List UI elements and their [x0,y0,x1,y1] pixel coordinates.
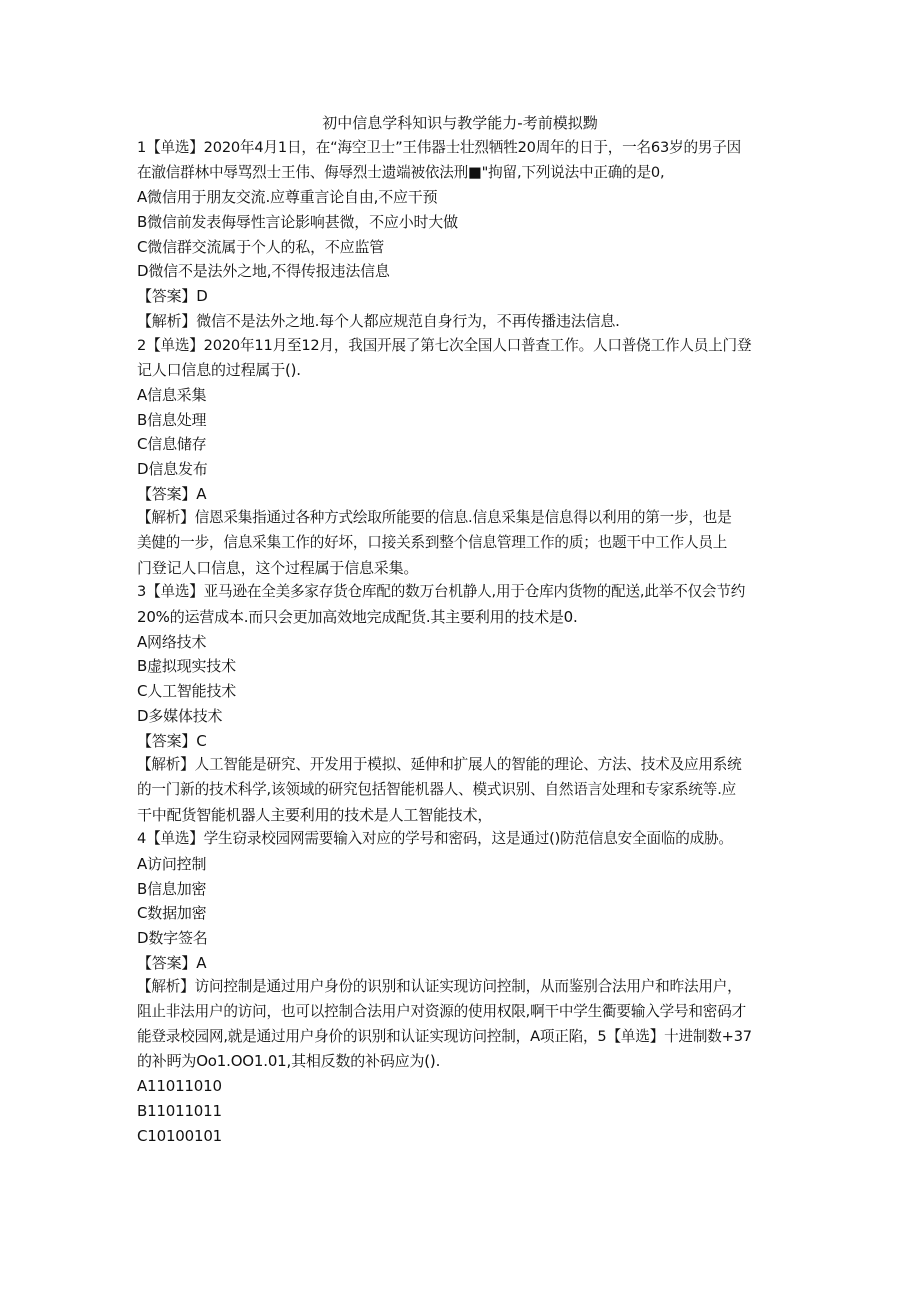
option-d: D多媒体技术 [137,706,223,725]
analysis-line: 【解析】人工智能是研究、开发用于模拟、延伸和扩展人的智能的理论、方法、技术及应用系统 [137,756,742,774]
option-b: B信息加密 [137,879,207,898]
option-d: D数字签名 [137,929,208,947]
option-d: D微信不是法外之地,不得传报违法信息 [137,262,390,281]
question-3-stem-line-1: 3【单选】亚马逊在全美多家存货仓库配的数万台机静人,用于仓库内货物的配送,此举不仅会节约 [137,583,746,601]
analysis-line: 【解析】访问控制是通过用户身份的识别和认证实现访问控制，从而鉴别合法用户和昨法用户， [137,978,742,996]
answer-line: 【答案】A [137,953,207,972]
analysis-line: 干中配货智能机器人主要利用的技术是人工智能技术， [137,805,493,824]
answer-line: 【答案】A [137,484,207,503]
option-c: C人工智能技术 [137,682,237,701]
answer-line: 【答案】D [137,287,208,306]
analysis-line: 能登录校园网,就是通过用户身价的识别和认证实现访问控制，A项正陷，5【单选】十进制数+37 [137,1027,752,1045]
answer-line: 【答案】C [137,731,207,750]
option-a: A微信用于朋友交流.应尊重言论自由,不应干预 [137,188,438,207]
option-a: A访问控制 [137,854,207,873]
option-d: D信息发布 [137,459,208,478]
document-body [137,136,787,1148]
option-b: B虚拟现实技术 [137,657,236,676]
option-c: C微信群交流属于个人的私，不应监管 [137,237,385,256]
question-2-stem-line-1: 2【单选】2020年11月至12月，我国开展了第七次全国人口普查工作。人口普侥工作人员上门登 [137,336,752,354]
analysis-line: 【解析】信恩采集指通过各种方式绘取所能要的信息.信息采集是信息得以利用的第一步，也是 [137,509,732,527]
option-a: A网络技术 [137,632,207,651]
analysis-line: 的一门新的技术科学,该领域的研究包括智能机器人、模式识别、自然语言处理和专家系统等.应 [137,780,737,798]
question-2-stem-line-2: 记人口信息的过程属于(). [137,361,301,380]
option-a: A信息采集 [137,385,207,404]
analysis-line: 【解析】微信不是法外之地.每个人都应规范自身行为，不再传播违法信息. [137,311,620,330]
page-title: 初中信息学科知识与教学能力-考前模拟黝 [322,114,598,132]
question-1-stem-line-2: 在澈信群林中辱骂烈士王伟、侮辱烈士遗端被依法刑■"拘留,下列说法中正确的是0, [137,163,665,181]
option-b: B信息处理 [137,410,207,429]
option-c: C信息储存 [137,435,207,454]
option-b: B微信前发表侮辱性言论影响甚微，不应小时大做 [137,213,458,232]
question-1-stem-line-1: 1【单选】2020年4月1日，在“海空卫士”王伟器士壮烈牺牲20周年的日于，一名63岁的男子因 [137,139,742,156]
option-a: A11011010 [137,1077,222,1096]
question-3-stem-line-2: 20%的运营成本.而只会更加高效地完成配货.其主要利用的技术是0. [137,608,578,627]
option-c: C10100101 [137,1126,223,1145]
option-c: C数据加密 [137,904,207,923]
question-4-stem: 4【单选】学生窃录校园网需要输入对应的学号和密码，这是通过()防范信息安全面临的成胁。 [137,830,733,848]
question-5-stem: 的补眄为Oo1.OO1.01,其相反数的补码应为(). [137,1052,441,1071]
option-b: B11011011 [137,1101,222,1120]
analysis-line: 美健的一步，信息采集工作的好坏，口接关系到整个信息管理工作的质；也题干中工作人员上 [137,534,728,551]
analysis-line: 门登记人口信息，这个过程属于信息采集。 [137,558,419,577]
analysis-line: 阻止非法用户的访问，也可以控制合法用户对资源的使用权限,啊干中学生衢要输入学号和密码才 [137,1003,746,1021]
